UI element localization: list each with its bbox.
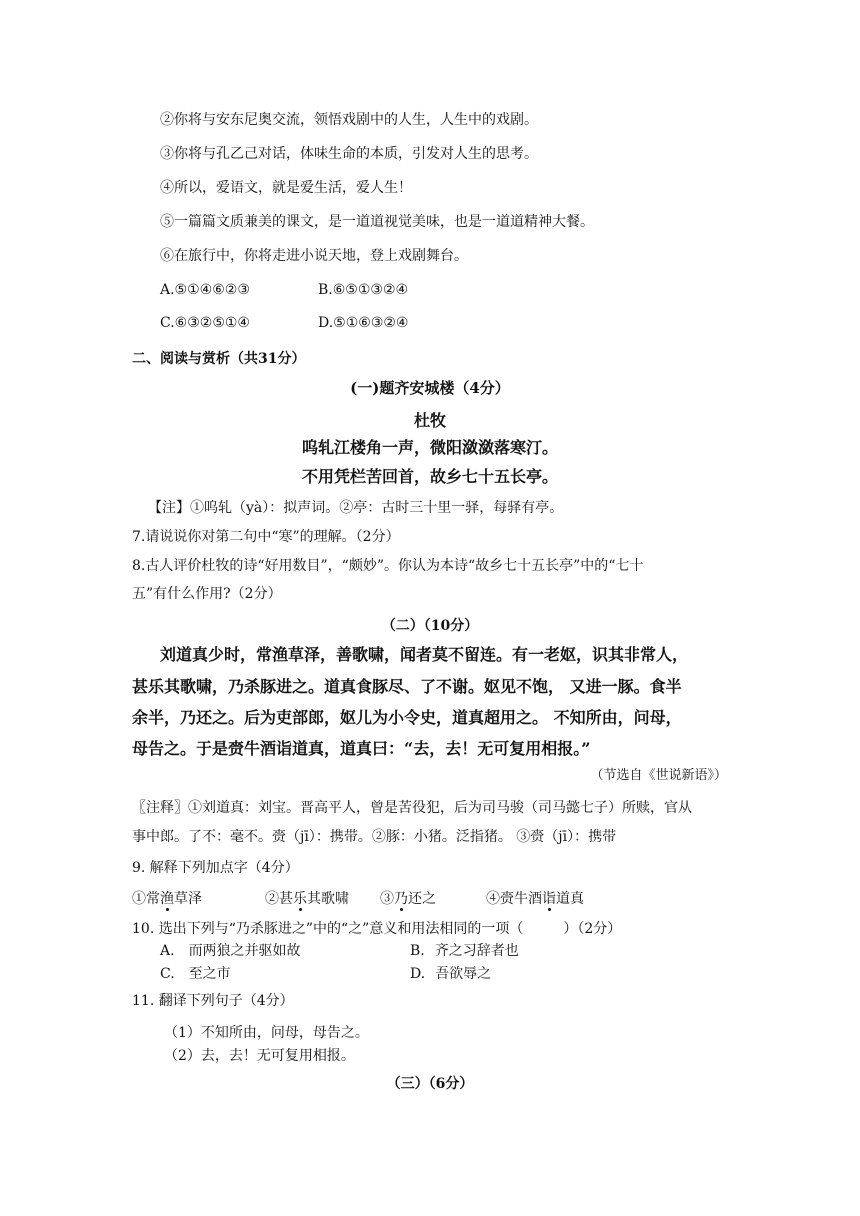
passage-2-source: （节选自《世说新语》）: [590, 768, 727, 783]
choice-text: 吾欲辱之: [435, 966, 492, 982]
choice-text: 齐之习辞者也: [434, 943, 519, 959]
item-text-after: 其歌啸: [307, 891, 349, 907]
question-11-item-2: （2）去，去！无可复用相报。: [164, 1048, 355, 1064]
choice-a: A.⑤①④⑥②③: [160, 282, 250, 298]
section-heading: 二、阅读与赏析（共31分）: [132, 351, 306, 367]
passage-2-line-1: 刘道真少时，常渔草泽，善歌啸，闻者莫不留连。有一老妪，识其非常人，: [160, 645, 689, 664]
ordering-item-6: ⑥在旅行中，你将走进小说天地，登上戏剧舞台。: [160, 248, 468, 264]
poem-author: 杜牧: [413, 411, 446, 430]
question-11: 11. 翻译下列句子（4分）: [132, 993, 294, 1009]
passage-2-note-line-2: 事中郎。了不：毫不。赍（jī）：携带。②豚：小猪。泛指猪。 ③赍（jī）：携带: [132, 829, 617, 845]
choice-d: D.⑤①⑥③②④: [318, 315, 409, 331]
passage-2-line-3: 余半，乃还之。后为吏部郎，妪儿为小令史，道真超用之。 不知所由，问母，: [132, 708, 682, 727]
question-9-item-2: [265, 889, 349, 909]
ordering-item-2: ②你将与安东尼奥交流，领悟戏剧中的人生，人生中的戏剧。: [160, 112, 538, 128]
item-text-before: ③: [380, 891, 394, 907]
passage-2-title: （二）（10分）: [381, 618, 479, 634]
question-10: [132, 919, 621, 939]
choice-text: 至之市: [188, 966, 231, 982]
choice-c: C.⑥③②⑤①④: [160, 315, 250, 331]
choice-b: B.⑥⑤①③②④: [318, 282, 409, 298]
question-10-points: ）（2分）: [563, 921, 622, 937]
dotted-character: 乃: [394, 891, 408, 907]
q10-choice-d: [410, 964, 491, 984]
choice-letter: D.: [410, 966, 426, 982]
question-9-item-4: [486, 889, 584, 909]
question-8-line-2: 五”有什么作用?（2分）: [132, 586, 282, 602]
item-text-before: ②甚: [265, 891, 293, 907]
choice-letter: C.: [160, 966, 175, 982]
ordering-item-5: ⑤一篇篇文质兼美的课文，是一道道视觉美味，也是一道道精神大餐。: [160, 214, 594, 230]
item-text-after: 道真: [556, 891, 584, 907]
question-11-item-1: （1）不知所由，问母，母告之。: [164, 1025, 369, 1041]
choice-letter: B.: [410, 943, 425, 959]
dotted-character: 乐: [293, 891, 307, 907]
q10-choice-a: [160, 941, 301, 961]
question-9-item-3: [380, 889, 436, 909]
question-9: 9. 解释下列加点字（4分）: [132, 860, 299, 876]
question-7: 7.请说说你对第二句中“寒”的理解。（2分）: [132, 529, 400, 545]
passage-2-line-2: 甚乐其歌啸，乃杀豚进之。道真食豚尽、了不谢。妪见不饱， 又进一豚。食半: [132, 677, 682, 696]
choice-text: 而两狼之并驱如故: [188, 943, 301, 959]
poem-title: (一)题齐安城楼（4分）: [350, 379, 510, 397]
item-text-before: ④赍牛酒: [486, 891, 542, 907]
passage-2-line-4: 母告之。于是赍牛酒诣道真，道真曰：“去，去！无可复用相报。”: [132, 739, 591, 758]
q10-choice-c: [160, 964, 231, 984]
item-text-after: 草泽: [174, 891, 202, 907]
poem-line-1: 呜轧江楼角一声，微阳潋潋落寒汀。: [301, 438, 558, 457]
choice-letter: A.: [160, 943, 175, 959]
passage-3-title: （三）（6分）: [386, 1076, 474, 1092]
item-text-after: 还之: [408, 891, 436, 907]
question-8-line-1: 8.古人评价杜牧的诗“好用数目”，“颇妙”。你认为本诗“故乡七十五长亭”中的“七十: [132, 558, 644, 574]
poem-note: 【注】①呜轧（yà）：拟声词。②亭：古时三十里一驿，每驿有亭。: [148, 500, 564, 516]
ordering-item-4: ④所以，爱语文，就是爱生活，爱人生！: [160, 180, 412, 196]
passage-2-note-line-1: 〖注释〗①刘道真：刘宝。晋高平人，曾是苦役犯，后为司马骏（司马懿七子）所赎，官从: [132, 800, 692, 816]
question-9-item-1: [132, 889, 202, 909]
dotted-character: 渔: [160, 891, 174, 907]
ordering-item-3: ③你将与孔乙己对话，体味生命的本质，引发对人生的思考。: [160, 146, 538, 162]
q10-choice-b: [410, 941, 519, 961]
dotted-character: 诣: [542, 891, 556, 907]
item-text-before: ①常: [132, 891, 160, 907]
question-10-prompt: 10. 选出下列与“乃杀豚进之”中的“之”意义和用法相同的一项（: [132, 921, 524, 937]
poem-line-2: 不用凭栏苦回首，故乡七十五长亭。: [301, 467, 558, 486]
